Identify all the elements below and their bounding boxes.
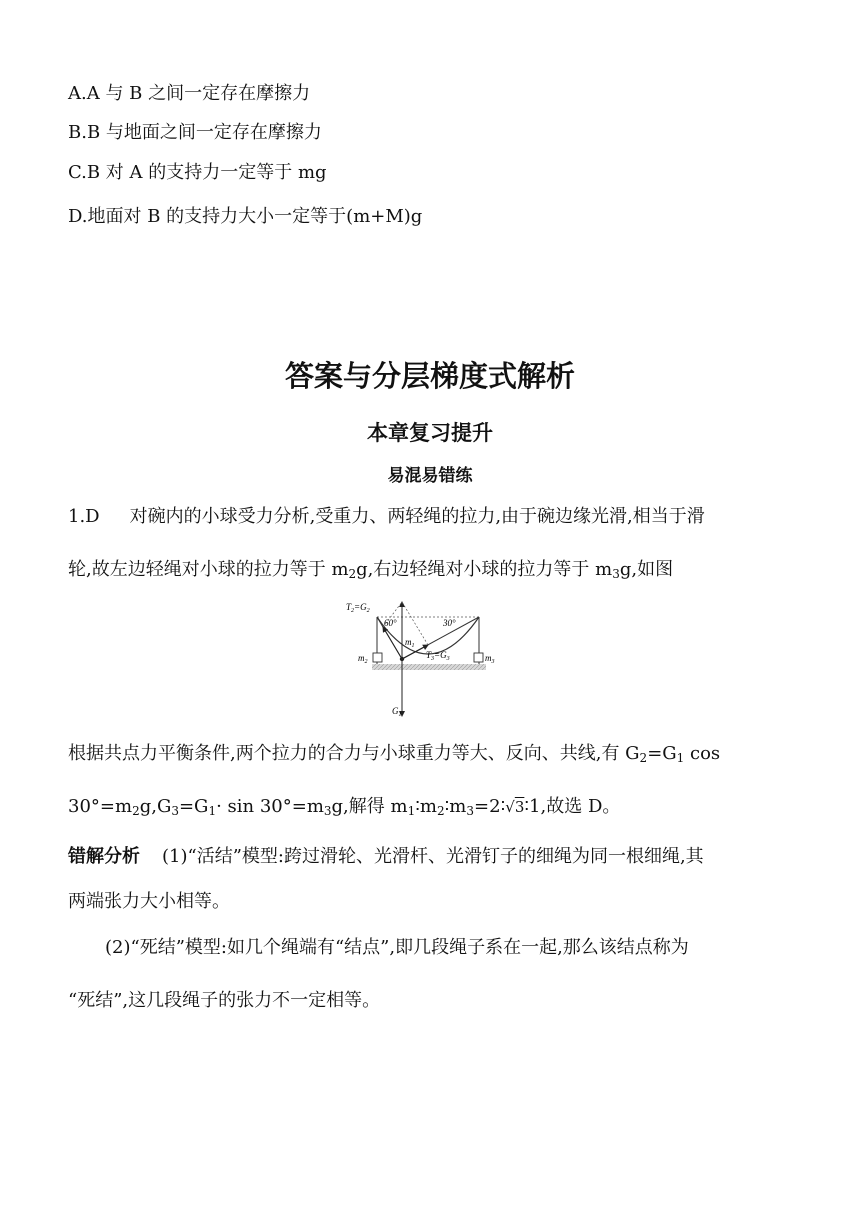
q1-line2: 轮,故左边轻绳对小球的拉力等于 $m_2g$,右边轻绳对小球的拉力等于 $m_3g$,如图 [68,559,674,581]
section-heading: 易混易错练 [387,466,473,486]
ground [372,664,486,670]
label-m1: $m_1$ [405,637,415,649]
analysis-line2: 两端张力大小相等。 [68,891,230,912]
label-t3: $T_3=G_3$ [426,650,450,662]
label-g1: $G_1$ [392,706,402,718]
option-c: C.B 对 A 的支持力一定等于 mg [68,162,327,183]
weight-m2 [373,653,382,662]
option-d: D.地面对 B 的支持力大小一定等于(m+M)g [68,206,423,227]
angle-left: 60° [384,618,397,628]
q1-line4: $30^\circ=m_2g,G_3=G_1\cdot \sin 30^\circ=m_3g$,解得 $m_1∶m_2∶m_3=2∶√3∶1$,故选 D。 [68,796,621,818]
analysis-line1: 错解分析 (1)“活结”模型:跨过滑轮、光滑杆、光滑钉子的细绳为同一根细绳,其 [68,846,704,867]
weight-m3 [474,653,483,662]
sqrt-three: √3 [505,798,525,816]
q1-line3: 根据共点力平衡条件,两个拉力的合力与小球重力等大、反向、共线,有 $G_2=G_1$ cos [68,743,721,765]
q1-number: 1.D [68,506,100,527]
analysis-line4: “死结”,这几段绳子的张力不一定相等。 [68,990,381,1011]
page-title: 答案与分层梯度式解析 [284,359,575,393]
label-t2: $T_2=G_2$ [346,602,370,614]
label-m2: $m_2$ [358,653,368,665]
angle-right: 30° [443,618,456,628]
option-a: A.A 与 B 之间一定存在摩擦力 [68,83,311,104]
analysis-label: 错解分析 [68,846,140,867]
option-b: B.B 与地面之间一定存在摩擦力 [68,122,322,143]
t2-arrow [383,627,402,659]
chapter-subtitle: 本章复习提升 [367,421,493,445]
q1-line1 [68,505,705,529]
analysis-line3: (2)“死结”模型:如几个绳端有“结点”,即几段绳子系在一起,那么该结点称为 [105,937,689,958]
bowl-force-diagram [340,596,510,724]
q1-text-1: 对碗内的小球受力分析,受重力、两轻绳的拉力,由于碗边缘光滑,相当于滑 [129,506,705,527]
label-m3: $m_3$ [485,653,495,665]
